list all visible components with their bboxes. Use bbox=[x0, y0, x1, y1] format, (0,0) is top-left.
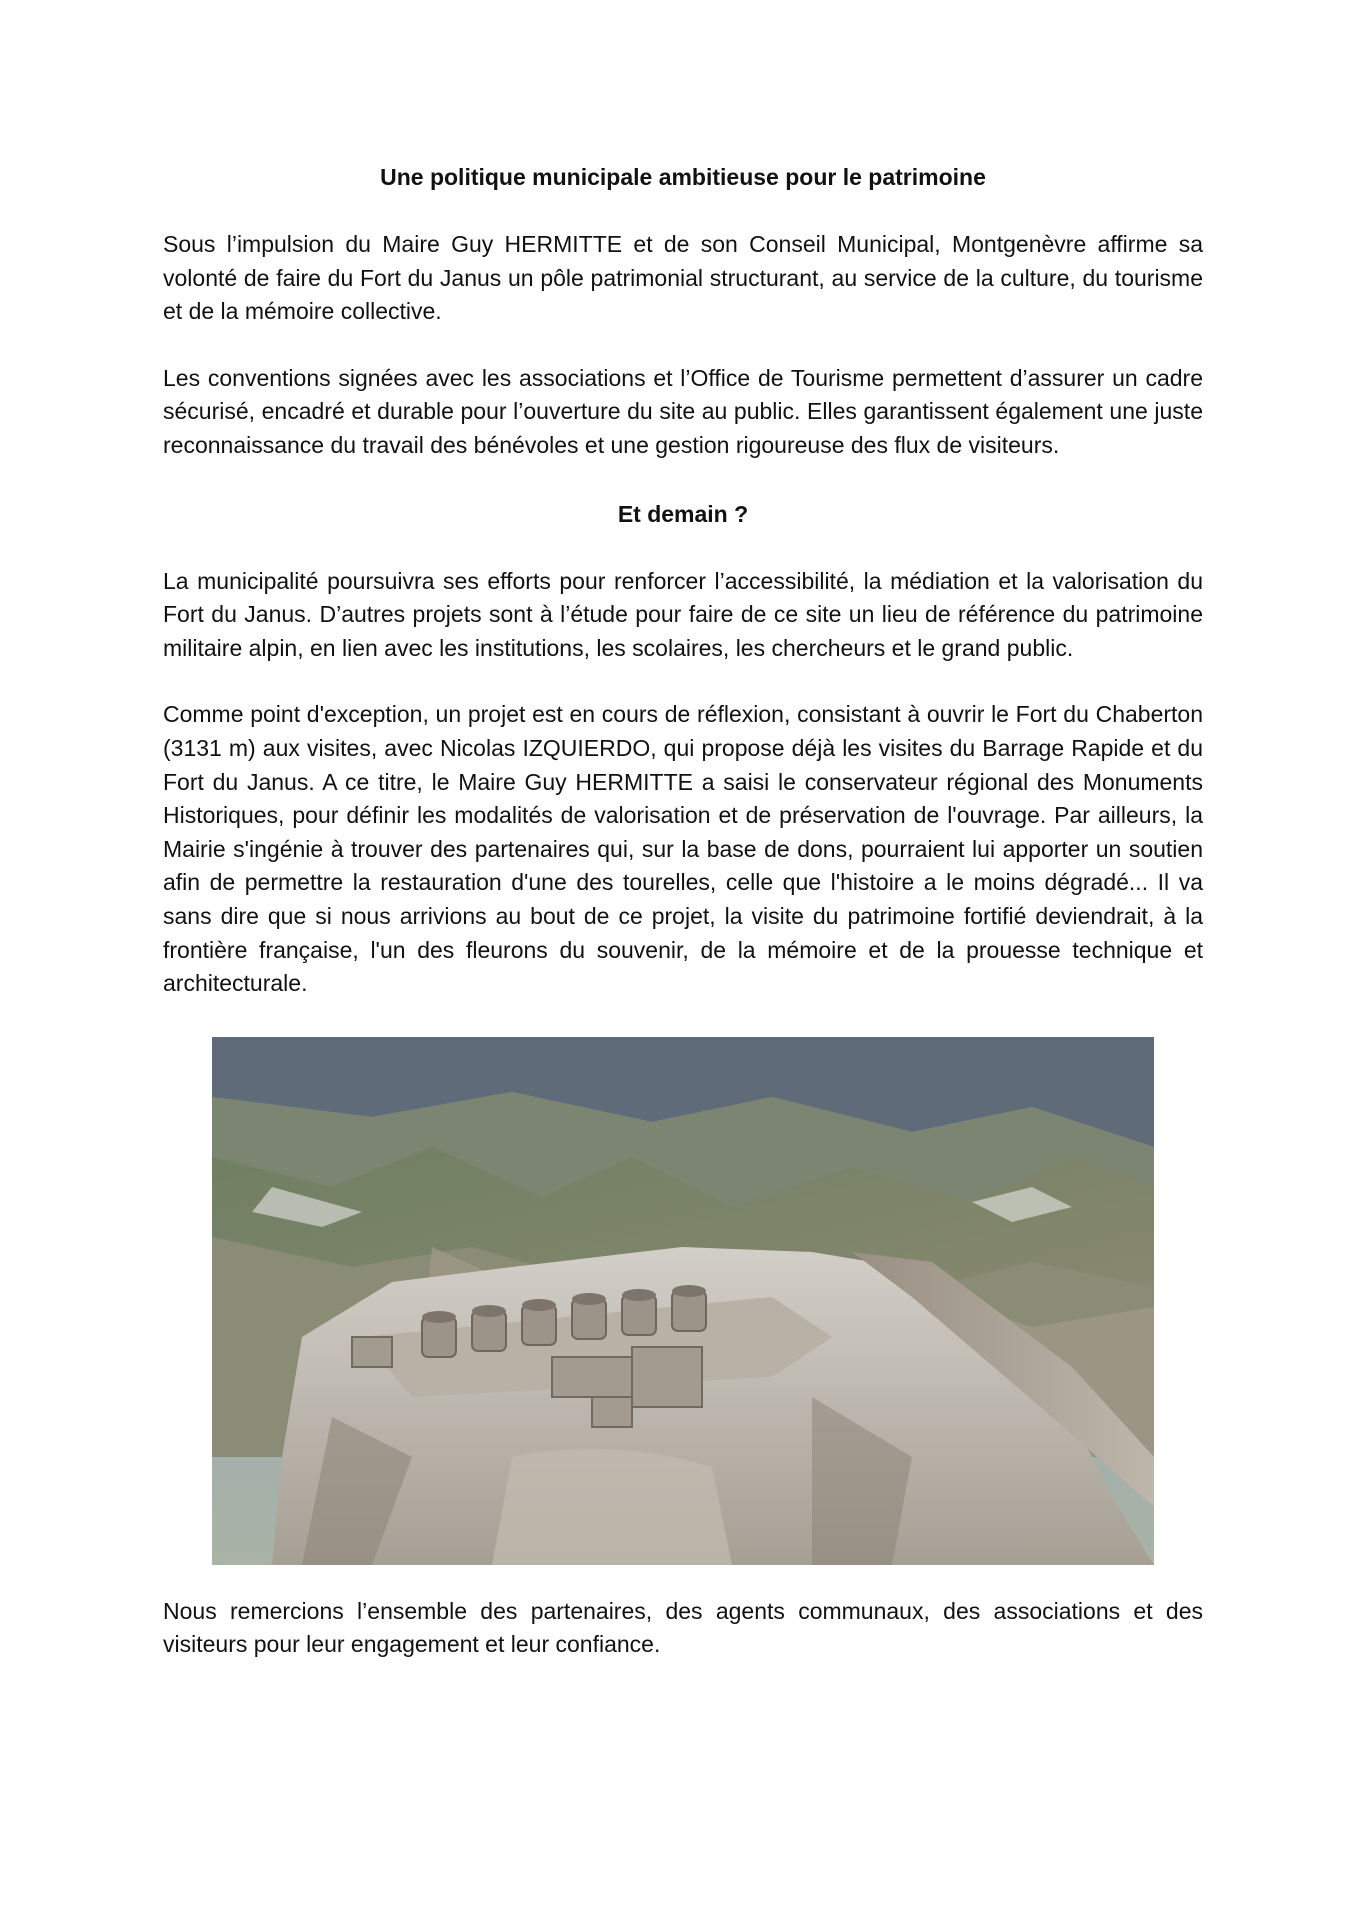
document-page bbox=[163, 160, 1203, 1662]
paragraph-thanks: Nous remercions l’ensemble des partenaires, des agents communaux, des associations et des visiteurs pour leur engagement et leur confiance. bbox=[163, 1597, 1203, 1658]
paragraph-municipality-efforts: La municipalité poursuivra ses efforts pour renforcer l’accessibilité, la médiation et la valorisation du Fort du Janus. D’autres projets sont à l’étude pour faire de ce site un lieu de référence du patrimoine militaire alpin, en lien avec les institutions, les scolaires, les chercheurs et le grand public. bbox=[163, 567, 1203, 661]
paragraph-mayor-vision: Sous l’impulsion du Maire Guy HERMITTE et de son Conseil Municipal, Montgenèvre affirme sa volonté de faire du Fort du Janus un pôle patrimonial structurant, au service de la culture, du tourisme et de la mémoire collective. bbox=[163, 231, 1203, 325]
section-heading-future: Et demain ? bbox=[617, 500, 749, 527]
fort-chaberton-aerial-photo bbox=[212, 1037, 1154, 1565]
paragraph-conventions: Les conventions signées avec les associations et l’Office de Tourisme permettent d’assurer un cadre sécurisé, encadré et durable pour l’ouverture du site au public. Elles garantissent également une juste reconnaissance du travail des bénévoles et une gestion rigoureuse des flux de visiteurs. bbox=[163, 364, 1203, 458]
paragraph-chaberton-project: Comme point d'exception, un projet est en cours de réflexion, consistant à ouvrir le Fort du Chaberton (3131 m) aux visites, avec Nicolas IZQUIERDO, qui propose déjà les visites du Barrage Rapide et du Fort du Janus. A ce titre, le Maire Guy HERMITTE a saisi le conservateur régional des Monuments Historiques, pour définir les modalités de valorisation et de préservation de l'ouvrage. Par ailleurs, la Mairie s'ingénie à trouver des partenaires qui, sur la base de dons, pourraient lui apporter un soutien afin de permettre la restauration d'une des tourelles, celle que l'histoire a le moins dégradé... Il va sans dire que si nous arrivions au bout de ce projet, la visite du patrimoine fortifié deviendrait, à la frontière française, l'un des fleurons du souvenir, de la mémoire et de la prouesse technique et architecturale. bbox=[163, 701, 1203, 997]
section-heading-policy: Une politique municipale ambitieuse pour le patrimoine bbox=[380, 164, 986, 190]
